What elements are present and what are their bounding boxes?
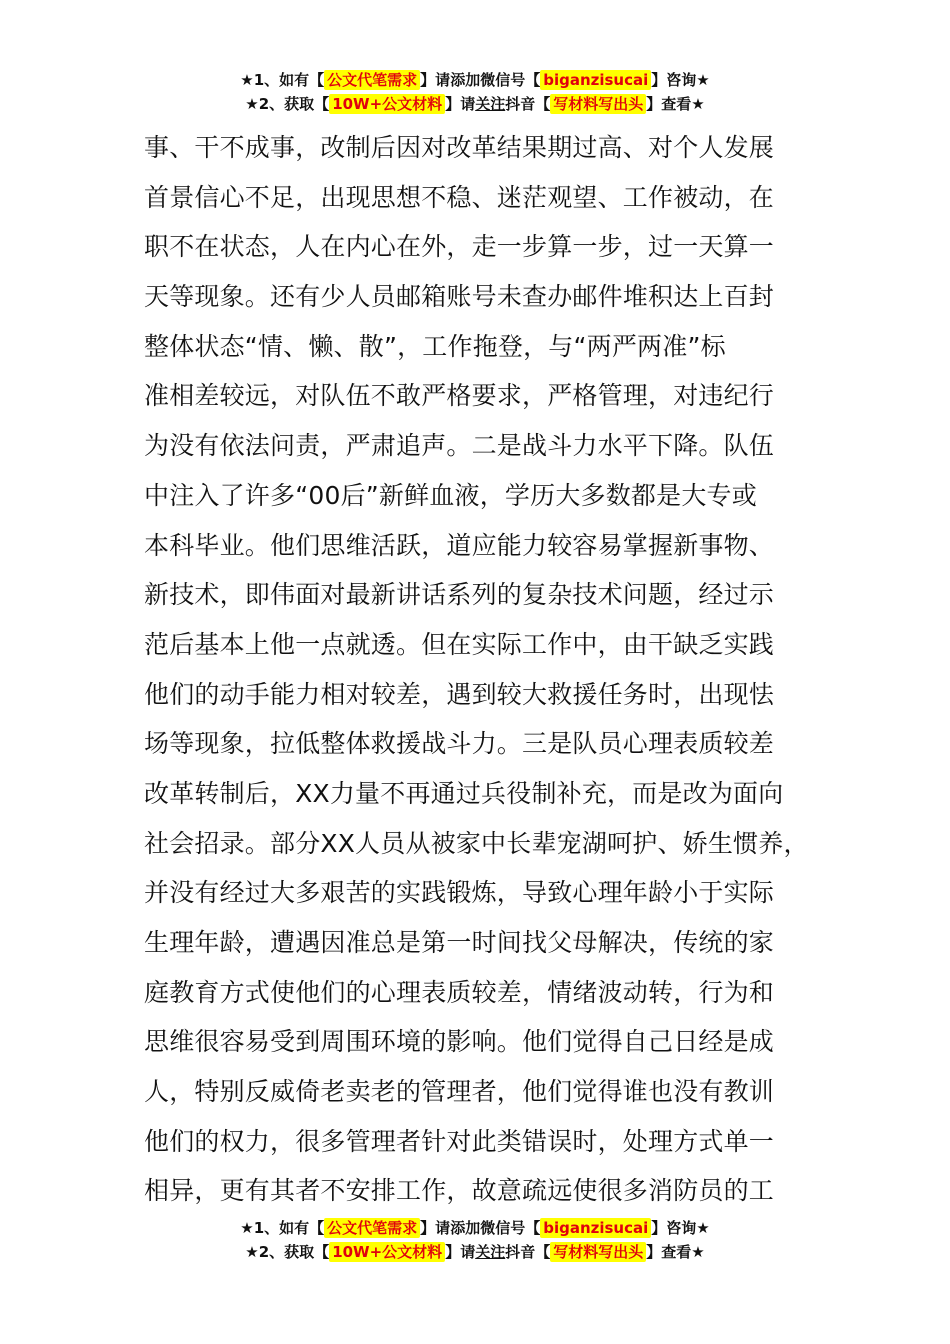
promo-emphasis: 添加 [450,71,481,89]
highlight-wechat-id: biganzisucai [540,1218,651,1238]
highlight-wechat-id: biganzisucai [540,70,651,90]
promo-text: 】请 [420,71,451,89]
body-line: 新技术，即伟面对最新讲话系列的复杂技术问题，经过示 [144,580,775,610]
highlight-materials: 10W+公文材料 [329,1242,445,1262]
highlight-douyin-account: 写材料写出头 [550,94,646,114]
promo-text: ★2、获取【 [245,95,330,113]
body-line: 庭教育方式使他们的心理表质较差，情绪波动转，行为和 [144,977,775,1007]
body-line: 范后基本上他一点就透。但在实际工作中，由干缺乏实践 [144,629,775,659]
promo-text: 微信号【 [480,1219,541,1237]
promo-text: 】查看★ [646,1243,705,1261]
promo-text: 抖音【 [505,95,551,113]
promo-line-2 [0,92,950,116]
body-line: 人，特别反威倚老卖老的管理者，他们觉得谁也没有教训 [144,1077,775,1107]
body-line: 他们的权力，很多管理者针对此类错误时，处理方式单一 [144,1126,775,1156]
footer-promo-banner [0,1216,950,1264]
promo-text: 抖音【 [505,1243,551,1261]
highlight-service: 公文代笔需求 [324,1218,420,1238]
body-line: 本科毕业。他们思维活跃，道应能力较容易掌握新事物、 [144,530,775,560]
body-line: 事、干不成事，改制后因对改革结果期过高、对个人发展 [144,133,775,162]
body-line: 天等现象。还有少人员邮箱账号未查办邮件堆积达上百封 [144,282,775,312]
body-line: 场等现象，拉低整体救援战斗力。三是队员心理表质较差 [144,729,775,759]
highlight-douyin-account: 写材料写出头 [550,1242,646,1262]
promo-emphasis: 关注 [475,95,506,113]
promo-text: 】查看★ [646,95,705,113]
promo-emphasis: 添加 [450,1219,481,1237]
promo-text: ★2、获取【 [245,1243,330,1261]
promo-text: 】请 [420,1219,451,1237]
body-line: 首景信心不足，出现思想不稳、迷茫观望、工作被动，在 [144,182,775,212]
promo-line-2 [0,1240,950,1264]
promo-text: 】请 [445,1243,476,1261]
body-line: 思维很容易受到周围环境的影响。他们觉得自己日经是成 [144,1027,775,1057]
body-line: 社会招录。部分XX人员从被家中长辈宠湖呵护、娇生惯养， [144,828,809,858]
promo-text: ★1、如有【 [240,71,325,89]
body-line: 职不在状态，人在内心在外，走一步算一步，过一天算一 [144,232,775,262]
body-line: 中注入了许多“00后”新鲜血液，学历大多数都是大专或 [144,480,757,510]
body-line: 改革转制后，XX力量不再通过兵役制补充，而是改为面向 [144,778,784,808]
promo-text: ★1、如有【 [240,1219,325,1237]
body-line: 并没有经过大多艰苦的实践锻炼，导致心理年龄小于实际 [144,878,775,908]
body-line: 整体状态“情、懒、散”，工作拖登，与“两严两准”标 [144,331,726,361]
highlight-service: 公文代笔需求 [324,70,420,90]
promo-text: 】咨询★ [651,1219,710,1237]
highlight-materials: 10W+公文材料 [329,94,445,114]
promo-emphasis: 关注 [475,1243,506,1261]
document-body [144,123,844,1216]
promo-line-1 [0,68,950,92]
header-promo-banner [0,68,950,116]
body-line: 为没有依法问责，严肃追声。二是战斗力水平下降。队伍 [144,431,775,461]
body-line: 他们的动手能力相对较差，遇到较大救援任务时，出现怯 [144,679,775,709]
promo-line-1 [0,1216,950,1240]
body-line: 生理年龄，遭遇因准总是第一时间找父母解决，传统的家 [144,928,775,957]
promo-text: 】咨询★ [651,71,710,89]
promo-text: 】请 [445,95,476,113]
body-line: 相异，更有其者不安排工作，故意疏远使很多消防员的工 [144,1176,775,1206]
body-line: 准相差较远，对队伍不敢严格要求，严格管理，对违纪行 [144,381,775,411]
promo-text: 微信号【 [480,71,541,89]
